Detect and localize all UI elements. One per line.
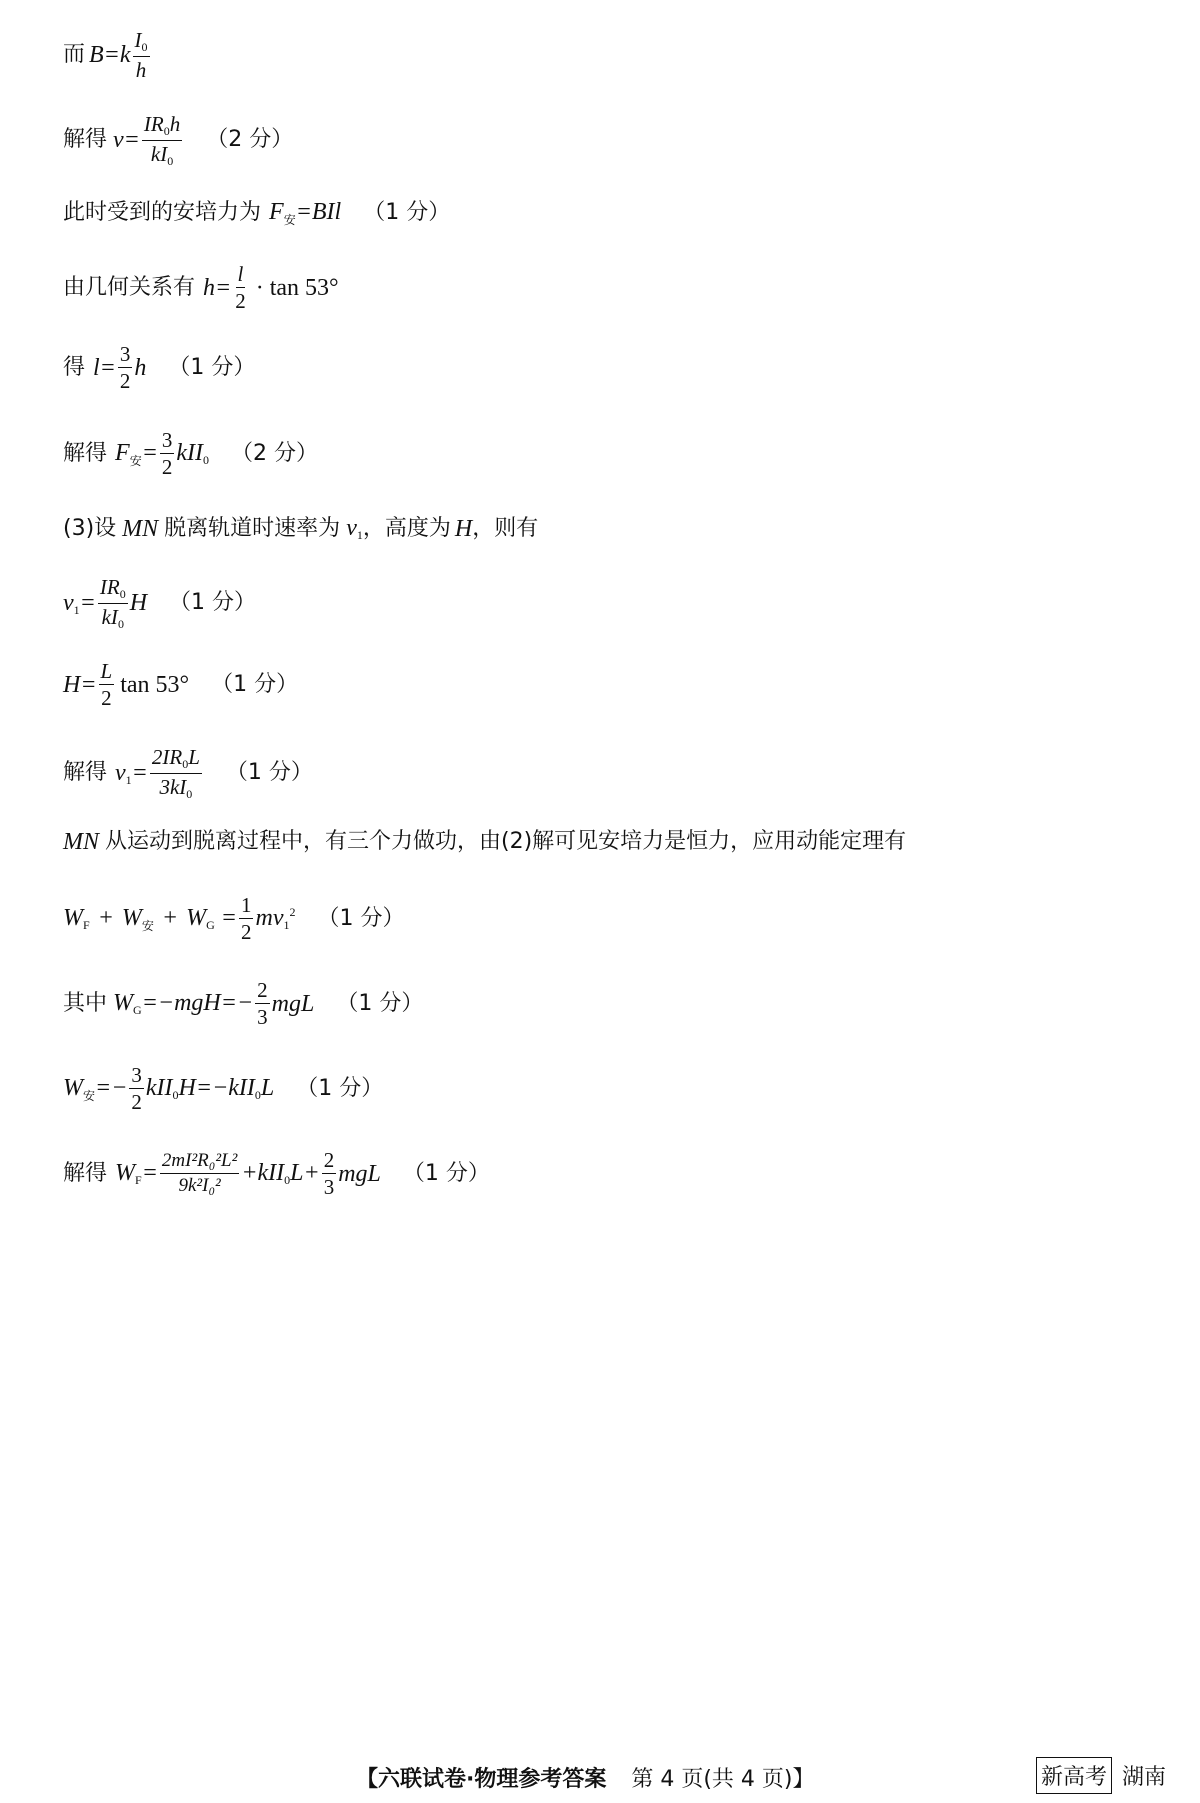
fraction: $\frac{2}{3}$ — [323, 1148, 335, 1200]
math: $W_安=-$ — [63, 1074, 128, 1103]
math: $v_1=$ — [63, 589, 96, 617]
text: 解得 — [63, 1160, 108, 1186]
math: h= — [203, 274, 232, 301]
text: 由几何关系有 — [63, 274, 196, 300]
score: （1 分） — [169, 590, 257, 616]
fraction: $\frac{IR_0h}{kI_0}$ — [143, 112, 181, 168]
math: $F_安=$ — [115, 439, 158, 468]
page-number: 第 4 页(共 4 页)】 — [631, 1767, 815, 1792]
text: 脱离轨道时速率为 — [164, 515, 341, 541]
math: v= — [113, 127, 140, 154]
line-10 — [63, 745, 313, 802]
text: 从运动到脱离过程中，有三个力做功，由(2)解可见安培力是恒力，应用动能定理有 — [105, 829, 907, 854]
fraction: $\frac{L}{2}$ — [100, 659, 113, 711]
line-7 — [63, 516, 538, 541]
line-8 — [63, 575, 256, 632]
line-1 — [63, 28, 152, 82]
text: 此时受到的安培力为 — [63, 200, 262, 225]
score: （1 分） — [317, 905, 405, 931]
line-15 — [63, 1148, 490, 1199]
fraction: $\frac{3}{2}$ — [119, 342, 131, 394]
text: ，则有 — [472, 515, 539, 541]
math: h — [134, 354, 147, 381]
text: 其中 — [63, 990, 108, 1016]
math: kII$_0$ — [176, 440, 210, 468]
fraction: $\frac{I_0}{h}$ — [134, 28, 148, 82]
math: · tan 53° — [255, 274, 339, 301]
score: （1 分） — [296, 1075, 384, 1101]
math: MN — [63, 829, 99, 855]
text: (3)设 — [63, 515, 117, 541]
math: MN — [122, 515, 159, 542]
line-2 — [63, 112, 293, 169]
math: tan 53° — [120, 671, 190, 698]
line-12 — [63, 893, 404, 944]
line-4 — [63, 262, 339, 313]
math: H — [129, 590, 148, 617]
math: mgL — [338, 1160, 381, 1187]
math: H — [454, 515, 473, 542]
line-5 — [63, 342, 255, 393]
brand-box: 新高考 — [1036, 1757, 1112, 1794]
text: 而 — [63, 41, 86, 67]
score: （1 分） — [402, 1160, 490, 1186]
score: （1 分） — [225, 760, 313, 786]
math: $mv_1^2$ — [255, 905, 296, 933]
math: H= — [63, 671, 97, 698]
fraction: $\frac{1}{2}$ — [240, 893, 252, 945]
math: +kII$_0$L+ — [241, 1160, 320, 1188]
text: 解得 — [63, 127, 108, 153]
math: $W_G=-mgH=-$ — [113, 990, 254, 1018]
math: $v_1$ — [346, 515, 363, 542]
footer-title: 【六联试卷·物理参考答案 — [356, 1767, 607, 1792]
text: 解得 — [63, 440, 108, 466]
score: （2 分） — [206, 127, 294, 153]
fraction: $\frac{2}{3}$ — [257, 978, 268, 1030]
fraction: $\frac{3}{2}$ — [131, 1063, 142, 1115]
math: B=k — [89, 41, 131, 68]
fraction: $\frac{2IR_0L}{3kI_0}$ — [151, 745, 200, 801]
math: $F_安=BIl$ — [269, 199, 342, 227]
line-6 — [63, 428, 318, 479]
fraction: $\frac{3}{2}$ — [161, 428, 173, 480]
math: l= — [93, 354, 116, 381]
fraction: $\frac{l}{2}$ — [235, 262, 246, 314]
text: ，高度为 — [362, 515, 451, 541]
text: 得 — [63, 354, 86, 380]
score: （1 分） — [168, 354, 256, 380]
math: kII$_0$H=−kII$_0$L — [145, 1075, 275, 1103]
math: $W_F + W_安 + W_G$ = — [63, 904, 237, 933]
math: $W_F=$ — [115, 1160, 158, 1188]
line-13 — [63, 978, 423, 1029]
score: （1 分） — [336, 990, 424, 1016]
score: （2 分） — [231, 440, 319, 466]
math: mgL — [271, 990, 315, 1017]
brand-mark — [1036, 1757, 1166, 1794]
score: （1 分） — [211, 671, 299, 697]
text: 解得 — [63, 760, 108, 786]
line-11 — [63, 830, 906, 854]
fraction: $\frac{\text{2mI²R₀²L²}}{\text{9k²I₀²}}$ — [161, 1150, 238, 1197]
line-3 — [63, 200, 450, 226]
fraction: $\frac{IR_0}{kI_0}$ — [99, 575, 126, 631]
math: $v_1=$ — [115, 759, 148, 787]
score: （1 分） — [363, 200, 451, 225]
line-14 — [63, 1063, 383, 1114]
line-9 — [63, 659, 298, 710]
page-footer — [356, 1762, 815, 1793]
region-label: 湖南 — [1122, 1765, 1167, 1790]
